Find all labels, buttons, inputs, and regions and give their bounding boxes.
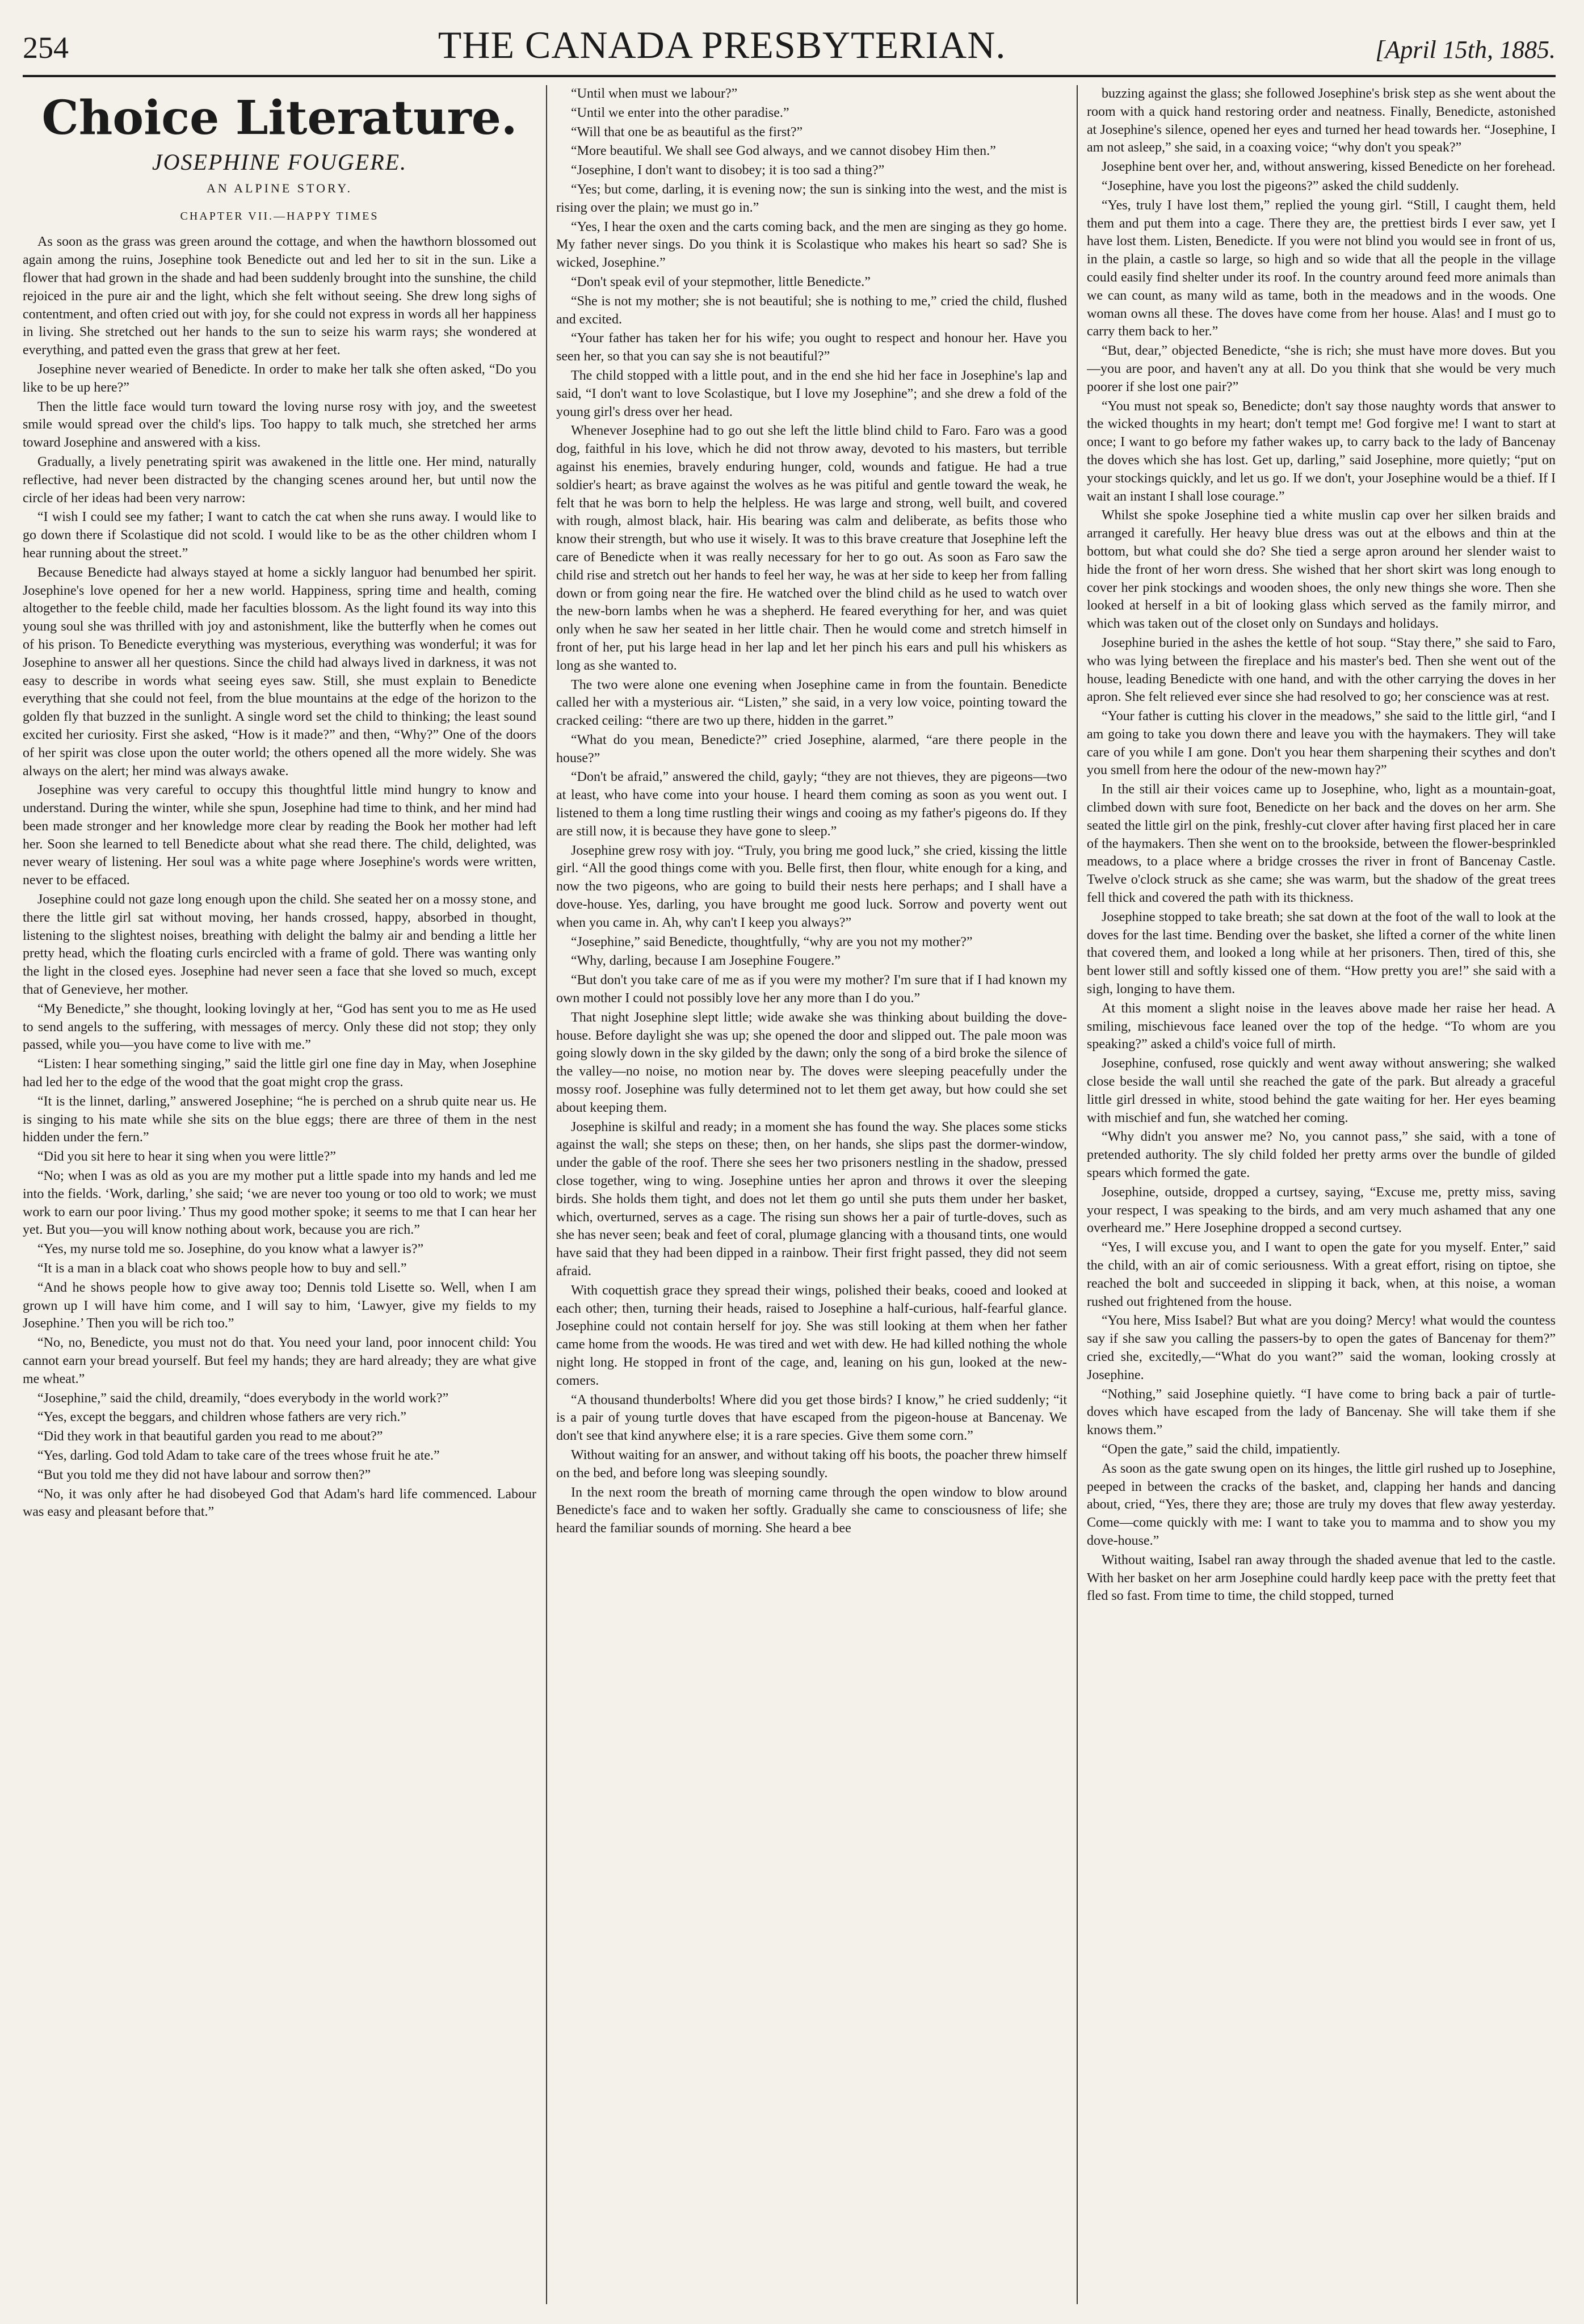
paragraph: Josephine buried in the ashes the kettle of hot soup. “Stay there,” she said to Faro, who was lying between the fireplace and his master's bed. Then she went out of the house, leading Benedicte with one hand, and with the other carrying the doves in her apron. She felt relieved ever since she had resolved to go; her conscience was at rest. bbox=[1087, 635, 1556, 705]
paragraph: “Josephine, I don't want to disobey; it is too sad a thing?” bbox=[571, 163, 885, 178]
column-3-body bbox=[1087, 85, 1556, 1606]
paragraph: In the still air their voices came up to Josephine, who, light as a mountain-goat, climbed down with sure foot, Benedicte on her back and the doves on her arm. She seated the little girl on the pink, freshly-cut clover after having first placed her in care of the haymakers. Then she went on to the brookside, between the flower-besprinkled meadows, to a place where a bridge crosses the river in front of Bancenay Castle. Twelve o'clock struck as she came; she was warm, but the shadow of the great trees fell thick and covered the path with its thickness. bbox=[1087, 782, 1556, 906]
paragraph: “Don't be afraid,” answered the child, gayly; “they are not thieves, they are pigeons—two at least, who have come into your house. I heard them coming as soon as you went out. I listened to them a long time rustling their wings and cooing as my father's pigeons do. If they are still now, it is because they have gone to sleep.” bbox=[556, 770, 1067, 839]
column-divider bbox=[546, 85, 547, 2304]
paragraph: “Josephine,” said Benedicte, thoughtfully, “why are you not my mother?” bbox=[571, 934, 973, 949]
paragraph: “Yes; but come, darling, it is evening now; the sun is sinking into the west, and the mist is rising over the plain; we must go in.” bbox=[556, 182, 1067, 215]
paragraph: “But, dear,” objected Benedicte, “she is rich; she must have more doves. But you—you are poor, and haven't any at all. Do you think that she would be very much poorer if she lost one pair?” bbox=[1087, 343, 1556, 394]
paragraph: Whenever Josephine had to go out she left the little blind child to Faro. Faro was a good dog, faithful in his love, which he did not throw away, devoted to his masters, but terrible against his enemies, bravely enduring hunger, cold, wounds and fatigue. He had a true soldier's heart; as brave against the wolves as he was pitiful and gentle toward the weak, he felt that he was born to help the helpless. He was large and strong, well built, and covered with rough, almost black, hair. His bearing was calm and deliberate, as befits those who know their strength, but who use it wisely. It was to this brave creature that Josephine left the care of Benedicte when it was really necessary for her to go out. As soon as Faro saw the child rise and stretch out her hands to feel her way, he was at her side to keep her from falling down or from going near the fire. He watched over the blind child as he used to watch over the new-born lambs when he was a shepherd. He feared everything for her, and was quiet only when he saw her seated in her little chair. Then he would come and stretch himself in front of her, put his large head in her lap and let her pinch his ears and pull his whiskers as long as she wanted to. bbox=[556, 423, 1067, 673]
paragraph: “A thousand thunderbolts! Where did you get those birds? I know,” he cried suddenly; “it is a pair of young turtle doves that have escaped from the pigeon-house at Bancenay. We don't see that kind anywhere else; it is a rare species. Give them some corn.” bbox=[556, 1392, 1067, 1444]
paragraph: “No; when I was as old as you are my mother put a little spade into my hands and led me into the fields. ‘Work, darling,’ she said; ‘we are never too young or too old to work; we must work to earn our poor living.’ Thus my good mother spoke; it seems to me that I can hear her yet. But you—you will know nothing about work, because you are rich.” bbox=[23, 1169, 536, 1238]
paper-title: THE CANADA PRESBYTERIAN. bbox=[438, 23, 1006, 66]
paragraph: “Your father has taken her for his wife; you ought to respect and honour her. Have you seen her, so that you can say she is not beautiful?” bbox=[556, 331, 1067, 364]
paragraph: “Did you sit here to hear it sing when you were little?” bbox=[37, 1149, 336, 1165]
paragraph: Josephine was very careful to occupy this thoughtful little mind hungry to know and understand. During the winter, while she spun, Josephine had time to think, and her mind had been made stronger and her knowledge more clear by reading the Book her mother had left her. Soon she learned to tell Benedicte about what she read there. The child, delighted, was never weary of listening. Her soul was a white page where Josephine's words were written, never to be effaced. bbox=[23, 783, 536, 888]
paragraph: Josephine never wearied of Benedicte. In order to make her talk she often asked, “Do you like to be up here?” bbox=[23, 362, 536, 395]
paragraph: “Your father is cutting his clover in the meadows,” she said to the little girl, “and I am going to take you down there and leave you with the haymakers. They will take care of you while I am gone. Don't you hear them sharpening their scythes and don't you smell from here the odour of the new-mown hay?” bbox=[1087, 709, 1556, 778]
paragraph: “Yes, my nurse told me so. Josephine, do you know what a lawyer is?” bbox=[37, 1242, 424, 1257]
paragraph: Without waiting, Isabel ran away through the shaded avenue that led to the castle. With her basket on her arm Josephine could hardly keep pace with the pretty feet that fled so fast. From time to time, the child stopped, turned bbox=[1087, 1552, 1556, 1604]
paragraph: The two were alone one evening when Josephine came in from the fountain. Benedicte called her with a mysterious air. “Listen,” she said, in a very low voice, pointing toward the cracked ceiling: “there are two up there, hidden in the garret.” bbox=[556, 677, 1067, 729]
paragraph: “Josephine,” said the child, dreamily, “does everybody in the world work?” bbox=[37, 1390, 449, 1406]
paragraph: The child stopped with a little pout, and in the end she hid her face in Josephine's lap and said, “I don't want to love Scolastique, but I love my Josephine”; and she drew a fold of the young girl's dress over her head. bbox=[556, 368, 1067, 419]
paragraph: As soon as the grass was green around the cottage, and when the hawthorn blossomed out again among the ruins, Josephine took Benedicte out and led her to sit in the sun. Like a flower that had grown in the shade and had been suddenly brought into the sunshine, the child rejoiced in the pure air and the light, which she felt without seeing. She drew long sighs of contentment, and often cried out with joy, for she could not express in words all her happiness in living. She stretched out her hands to the sun to seize his warm rays; she wondered at everything, and patted even the grass that grew at her feet. bbox=[23, 234, 536, 358]
column-3 bbox=[1087, 85, 1556, 2304]
paragraph: “She is not my mother; she is not beautiful; she is nothing to me,” cried the child, flushed and excited. bbox=[556, 293, 1067, 327]
paragraph: “Until we enter into the other paradise.” bbox=[571, 105, 789, 120]
paragraph: “And he shows people how to give away too; Dennis told Lisette so. Well, when I am grown up I will have him come, and I will say to him, ‘Lawyer, give my fields to my Josephine.’ Then you will be rich too.” bbox=[23, 1280, 536, 1331]
paragraph: Josephine is skilful and ready; in a moment she has found the way. She places some sticks against the wall; she steps on these; then, on her hands, she slips past the dormer-window, under the gable of the roof. There she sees her two prisoners nestling in the shadow, pressed close together, wing to wing. Josephine unties her apron and throws it over the sleeping birds. She holds them tight, and does not let them go until she puts them under her basket, which, overturned, serves as a cage. The rising sun shows her a pair of turtle-doves, such as she has never seen; beak and feet of coral, plumage glancing with a thousand tints, one would have said that they had been dipped in a rainbow. Their first fright passed, they did not seem afraid. bbox=[556, 1119, 1067, 1279]
story-title: JOSEPHINE FOUGERE. bbox=[152, 149, 407, 175]
chapter-heading: CHAPTER VII.—HAPPY TIMES bbox=[180, 209, 379, 222]
paragraph: As soon as the gate swung open on its hinges, the little girl rushed up to Josephine, peeped in between the cracks of the basket, and, clapping her hands and dancing about, cried, “Yes, there they are; those are truly my doves that flew away yesterday. Come—come quickly with me: I want to take you to mamma and to show you my dove-house.” bbox=[1087, 1461, 1556, 1548]
paragraph: “Josephine, have you lost the pigeons?” asked the child suddenly. bbox=[1102, 178, 1459, 194]
page-number: 254 bbox=[23, 31, 69, 65]
masthead bbox=[23, 23, 1556, 74]
paragraph: “Will that one be as beautiful as the first?” bbox=[571, 124, 803, 140]
paragraph: “What do you mean, Benedicte?” cried Josephine, alarmed, “are there people in the house?” bbox=[556, 732, 1067, 766]
paragraph: “You here, Miss Isabel? But what are you doing? Mercy! what would the countess say if she saw you calling the passers-by to open the gates of Bancenay for them?” cried she, excitedly,—“What do you want?” said the woman, looking crossly at Josephine. bbox=[1087, 1313, 1556, 1382]
paragraph: That night Josephine slept little; wide awake she was thinking about building the dove-house. Before daylight she was up; she opened the door and slipped out. The pale moon was going slowly down in the sky gilded by the dawn; only the song of a bird broke the silence of the valley—no noise, no motion near by. The doves were sleeping peacefully under the mossy roof. Josephine was fully determined not to let them get away, but how could she set about keeping them. bbox=[556, 1010, 1067, 1115]
column-1 bbox=[23, 85, 536, 2304]
paragraph: Josephine, outside, dropped a curtsey, saying, “Excuse me, pretty miss, saving your respect, I was speaking to the birds, and am very much ashamed that any one overheard me.” Here Josephine dropped a second curtsey. bbox=[1087, 1184, 1556, 1236]
paragraph: buzzing against the glass; she followed Josephine's brisk step as she went about the room with a quick hand restoring order and neatness. Finally, Benedicte, astonished at Josephine's silence, opened her eyes and turned her head towards her. “Josephine, I am not asleep,” she said, in a coaxing voice; “why don't you speak?” bbox=[1087, 86, 1556, 156]
paragraph: “More beautiful. We shall see God always, and we cannot disobey Him then.” bbox=[571, 144, 996, 159]
paragraph: “It is the linnet, darling,” answered Josephine; “he is perched on a shrub quite near us. He is singing to his mate while she sits on the blue eggs; there are three of them in the nest hidden under the fern.” bbox=[23, 1094, 536, 1145]
paragraph: “You must not speak so, Benedicte; don't say those naughty words that answer to the wicked thoughts in my heart; don't tempt me! God forgive me! I want to start at once; I want to go before my father wakes up, to carry back to the lady of Bancenay the doves which she has lost. Get up, darling,” said Josephine, more quietly; “put on your stockings quickly, and let us go. If we don't, your Josephine would be a thief. If I wait an instant I shall lose courage.” bbox=[1087, 398, 1556, 504]
paragraph: “No, no, Benedicte, you must not do that. You need your land, poor innocent child: You cannot earn your bread yourself. But feel my hands; they are hard already; they are what give me wheat.” bbox=[23, 1335, 536, 1386]
paragraph: “No, it was only after he had disobeyed God that Adam's hard life commenced. Labour was easy and pleasant before that.” bbox=[23, 1486, 536, 1520]
column-2 bbox=[556, 85, 1067, 2304]
paragraph: Gradually, a lively penetrating spirit was awakened in the little one. Her mind, naturally reflective, had never been distracted by the changing scenes around her, but until now the circle of her ideas had been very narrow: bbox=[23, 454, 536, 506]
story-subtitle: AN ALPINE STORY. bbox=[207, 180, 352, 195]
paragraph: “Why didn't you answer me? No, you cannot pass,” she said, with a tone of pretended authority. The sly child folded her pretty arms over the bundle of gilded spears which formed the gate. bbox=[1087, 1129, 1556, 1181]
paragraph: Josephine stopped to take breath; she sat down at the foot of the wall to look at the doves for the last time. Bending over the basket, she lifted a corner of the white linen that covered them, and looked a long while at her prisoners. Then, tired of this, she bent lower still and softly kissed one of them. “How pretty you are!” she said with a sigh, longing to have them. bbox=[1087, 909, 1556, 997]
paragraph: At this moment a slight noise in the leaves above made her raise her head. A smiling, mischievous face leaned over the top of the hedge. “To whom are you speaking?” asked a child's voice full of mirth. bbox=[1087, 1001, 1556, 1052]
paragraph: Josephine grew rosy with joy. “Truly, you bring me good luck,” she cried, kissing the little girl. “All the good things come with you. Belle first, then flour, white enough for a king, and now the two pigeons, who are going to build their nests here perhaps; and I shall have a dove-house. Yes, darling, you have brought me good luck. Sorrow and poverty went out when you came in. Ah, why can't I keep you always?” bbox=[556, 843, 1067, 930]
paragraph: “Until when must we labour?” bbox=[571, 86, 738, 101]
column-2-body bbox=[556, 85, 1067, 1538]
header-rule bbox=[23, 75, 1556, 77]
paragraph: Without waiting for an answer, and without taking off his boots, the poacher threw himself on the bed, and before long was sleeping soundly. bbox=[556, 1447, 1067, 1481]
paragraph: “Yes, truly I have lost them,” replied the young girl. “Still, I caught them, held them and put them into a cage. There they are, the prettiest birds I ever saw, yet I have lost them. Listen, Benedicte. If you were not blind you would see in front of us, in the plain, a castle so large, so high and so wide that all the people in the village could easily find shelter under its roof. In the country around feed more animals than we can count, as many wild as tame, both in the meadows and in the woods. One woman owns all these. The doves have come from her house. Alas! and I must go to carry them back to her.” bbox=[1087, 197, 1556, 339]
paragraph: “Did they work in that beautiful garden you read to me about?” bbox=[37, 1429, 383, 1444]
section-heading: Choice Literature. bbox=[41, 91, 518, 145]
paragraph: Josephine, confused, rose quickly and went away without answering; she walked close beside the wall until she reached the gate of the park. But already a graceful little girl dressed in white, stood behind the gate waiting for her. Her eyes beaming with mischief and fun, she watched her coming. bbox=[1087, 1056, 1556, 1125]
paragraph: “Yes, I will excuse you, and I want to open the gate for you myself. Enter,” said the child, with an air of comic seriousness. With a great effort, rising on tiptoe, she reached the bolt and succeeded in slipping it back, when, at this noise, a woman rushed out frightened from the house. bbox=[1087, 1240, 1556, 1309]
paragraph: “Yes, darling. God told Adam to take care of the trees whose fruit he ate.” bbox=[37, 1448, 440, 1463]
column-1-body bbox=[23, 233, 536, 1522]
paragraph: “Don't speak evil of your stepmother, little Benedicte.” bbox=[571, 274, 871, 289]
paragraph: “But you told me they did not have labour and sorrow then?” bbox=[37, 1467, 371, 1482]
paragraph: In the next room the breath of morning came through the open window to blow around Benedicte's face and to waken her softly. Gradually she came to consciousness of life; she heard the familiar sounds of morning. She heard a bee bbox=[556, 1485, 1067, 1536]
paragraph: Josephine bent over her, and, without answering, kissed Benedicte on her forehead. bbox=[1102, 159, 1556, 175]
paragraph: With coquettish grace they spread their wings, polished their beaks, cooed and looked at each other; then, turning their heads, raised to Josephine a half-curious, half-fearful glance. Josephine could not contain herself for joy. She was still looking at them when her father came home from the woods. He was tired and wet with dew. He had killed nothing the whole night long. He stopped in front of the cage, and, leaning on his gun, looked at the new-comers. bbox=[556, 1283, 1067, 1388]
paragraph: “Yes, I hear the oxen and the carts coming back, and the men are singing as they go home. My father never sings. Do you think it is Scolastique who makes his heart so sad? She is wicked, Josephine.” bbox=[556, 219, 1067, 271]
paragraph: “Open the gate,” said the child, impatiently. bbox=[1102, 1442, 1341, 1457]
paragraph: “But don't you take care of me as if you were my mother? I'm sure that if I had known my own mother I could not possibly love her any more than I do you.” bbox=[556, 973, 1067, 1006]
paragraph: “Yes, except the beggars, and children whose fathers are very rich.” bbox=[37, 1410, 406, 1425]
issue-date: [April 15th, 1885. bbox=[1375, 36, 1556, 64]
paragraph: Because Benedicte had always stayed at home a sickly languor had benumbed her spirit. Josephine's love opened for her a new world. Happiness, spring time and health, coming altogether to the feeble child, made her faculties blossom. As the light found its way into this young soul she was thrilled with joy and astonishment, like the butterfly when he comes out of his prison. To Benedicte everything was mysterious, everything was wonderful; it was for Josephine to answer all her questions. Since the child had always lived in darkness, it was not easy to describe in words what seeing eyes saw. Still, she must explain to Benedicte everything that she could not feel, from the blue mountains at the edge of the horizon to the golden fly that buzzed in the sunlight. A single word set the child to thinking; the least sound excited her curiosity. First she asked, “How is it made?” and then, “Why?” One of the doors of her spirit was close upon the outer world; the others opened all the more widely. She was always on the alert; her mind was always awake. bbox=[23, 565, 536, 779]
paragraph: “Listen: I hear something singing,” said the little girl one fine day in May, when Josephine had led her to the edge of the wood that the goat might crop the grass. bbox=[23, 1057, 536, 1090]
paragraph: “It is a man in a black coat who shows people how to buy and sell.” bbox=[37, 1261, 407, 1276]
paragraph: Josephine could not gaze long enough upon the child. She seated her on a mossy stone, and there the little girl sat without moving, her hands crossed, happy, absorbed in thought, listening to the slightest noises, breathing with delight the balmy air and bending a little her pretty head, which the floating curls encircled with a frame of gold. There was wanting only the light in the closed eyes. Josephine had never seen a face that she loved so much, except that of Genevieve, her mother. bbox=[23, 892, 536, 998]
column-divider bbox=[1077, 85, 1078, 2304]
paragraph: Whilst she spoke Josephine tied a white muslin cap over her silken braids and arranged it carefully. Her heavy blue dress was out at the elbows and thin at the bottom, but what could she do? She tied a serge apron around her slender waist to hide the front of her worn dress. She wished that her short skirt was long enough to cover her pink stockings and wooden shoes, the only new things she wore. Then she looked at herself in a bit of looking glass which served as the family mirror, and which was taken out of the closet only on Sundays and holidays. bbox=[1087, 508, 1556, 632]
paragraph: “I wish I could see my father; I want to catch the cat when she runs away. I would like to go down there if Scolastique did not scold. I would like to be as the other children whom I hear running about the street.” bbox=[23, 510, 536, 561]
paragraph: “My Benedicte,” she thought, looking lovingly at her, “God has sent you to me as He used to send angels to the suffering, with messages of mercy. Only these did not stop; they only passed, while you—you have come to live with me.” bbox=[23, 1001, 536, 1053]
paragraph: “Nothing,” said Josephine quietly. “I have come to bring back a pair of turtle-doves which have escaped from the lady of Bancenay. She will take them if she knows them.” bbox=[1087, 1386, 1556, 1438]
paragraph: “Why, darling, because I am Josephine Fougere.” bbox=[571, 953, 841, 969]
paragraph: Then the little face would turn toward the loving nurse rosy with joy, and the sweetest smile would spread over the child's lips. Too happy to talk much, she stretched her arms toward Josephine and answered with a kiss. bbox=[23, 399, 536, 451]
